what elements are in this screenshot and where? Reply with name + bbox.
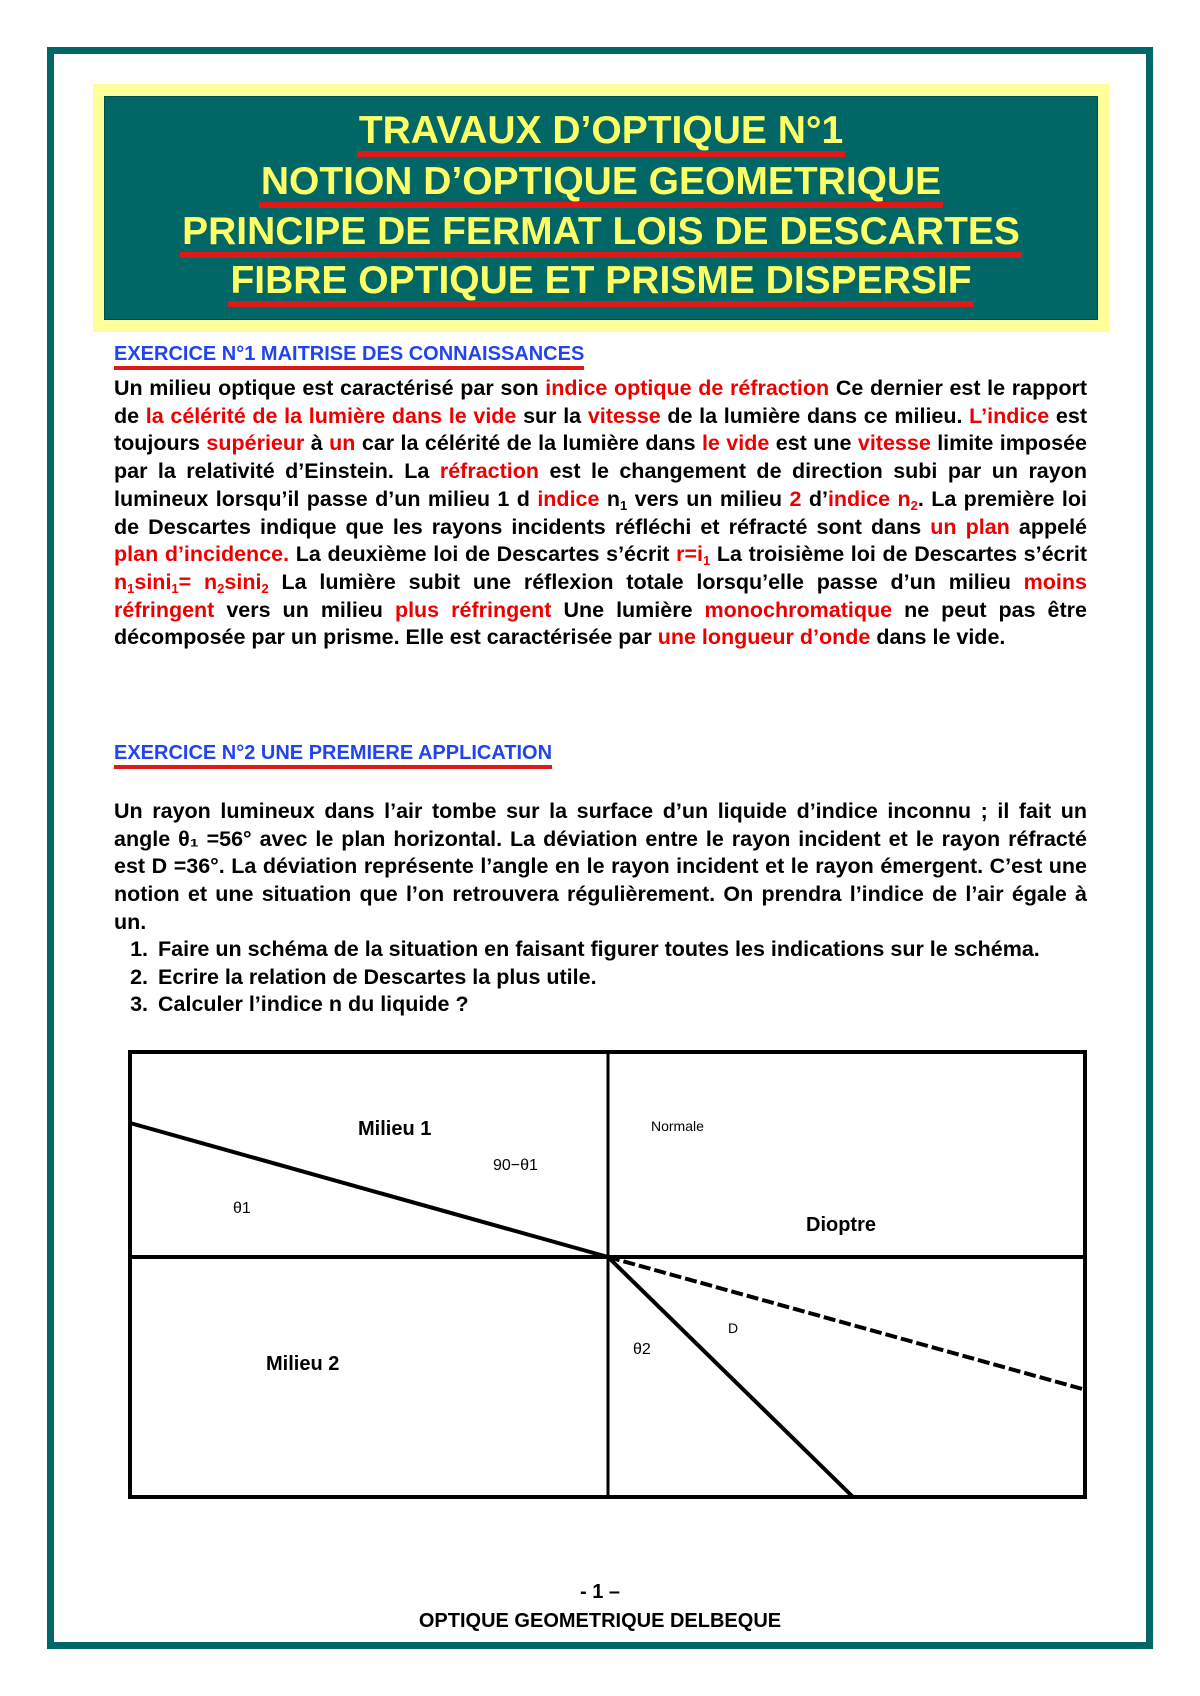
incident-ray (130, 1123, 608, 1257)
exercise2-questions (114, 936, 1087, 1019)
exercise2-intro: Un rayon lumineux dans l’air tombe sur la surface d’un liquide d’indice inconnu ; il fait un angle θ₁ =56° avec le plan horizontal. La déviation entre le rayon incident et le rayon réfracté est D =36°. La déviation représente l’angle en le rayon incident et le rayon émergent. C’est une notion et une situation que l’on retrouvera régulièrement. On prendra l’indice de l’air égale à un. (114, 799, 1087, 934)
dioptre-label: Dioptre (806, 1214, 876, 1236)
title-line-1: TRAVAUX D’OPTIQUE N°1 (105, 109, 1097, 157)
theta2-label: θ2 (633, 1341, 651, 1358)
theta1-label: θ1 (233, 1200, 251, 1217)
title-line-2: NOTION D’OPTIQUE GEOMETRIQUE (105, 160, 1097, 208)
question-item: 2. Ecrire la relation de Descartes la plus utile. (154, 964, 1087, 992)
undeviated-ray-dashed (608, 1257, 1086, 1390)
exercise1-heading: EXERCICE N°1 MAITRISE DES CONNAISSANCES (114, 343, 584, 370)
question-item: 1. Faire un schéma de la situation en faisant figurer toutes les indications sur le schéma. (154, 936, 1087, 964)
footer-text: OPTIQUE GEOMETRIQUE DELBEQUE (418, 1610, 782, 1632)
angle-complement-label: 90−θ1 (493, 1157, 538, 1174)
title-banner (104, 96, 1098, 320)
refracted-ray (608, 1257, 853, 1497)
question-item: 3. Calculer l’indice n du liquide ? (154, 991, 1087, 1019)
normale-label: Normale (651, 1118, 704, 1134)
refraction-diagram (128, 1050, 1088, 1500)
deviation-label: D (728, 1320, 739, 1336)
title-line-3: PRINCIPE DE FERMAT LOIS DE DESCARTES (105, 210, 1097, 258)
milieu2-label: Milieu 2 (266, 1353, 340, 1375)
exercise1-text: Un milieu optique est caractérisé par son indice optique de réfraction Ce dernier est le rapport de la célérité de la lumière dans le vide sur la vitesse de la lumière dans ce milieu. L’indice est toujours supérieur à un car la célérité de la lumière dans le vide est une vitesse limite imposée par la relativité d’Einstein. La réfraction est le changement de direction subi par un rayon lumineux lorsqu’il passe d’un milieu 1 d indice $n_1$ vers un milieu 2 d’indice $n_2$. La première loi de Descartes indique que les rayons incidents réfléchi et réfracté sont dans un plan appelé plan d’incidence. La deuxième loi de Descartes s’écrit $r=i_1$ La troisième loi de Descartes s’écrit $n_1\sin i_1= n_2\sin i_2$ La lumière subit une réflexion totale lorsqu’elle passe d’un milieu moins réfringent vers un milieu plus réfringent Une lumière monochromatique ne peut pas être décomposée par un prisme. Elle est caractérisée par une longueur d’onde dans le vide. (114, 376, 1088, 650)
milieu1-label: Milieu 1 (358, 1118, 432, 1140)
exercise2-heading: EXERCICE N°2 UNE PREMIERE APPLICATION (114, 742, 552, 769)
page-number: - 1 – (579, 1581, 621, 1603)
title-line-4: FIBRE OPTIQUE ET PRISME DISPERSIF (105, 259, 1097, 307)
